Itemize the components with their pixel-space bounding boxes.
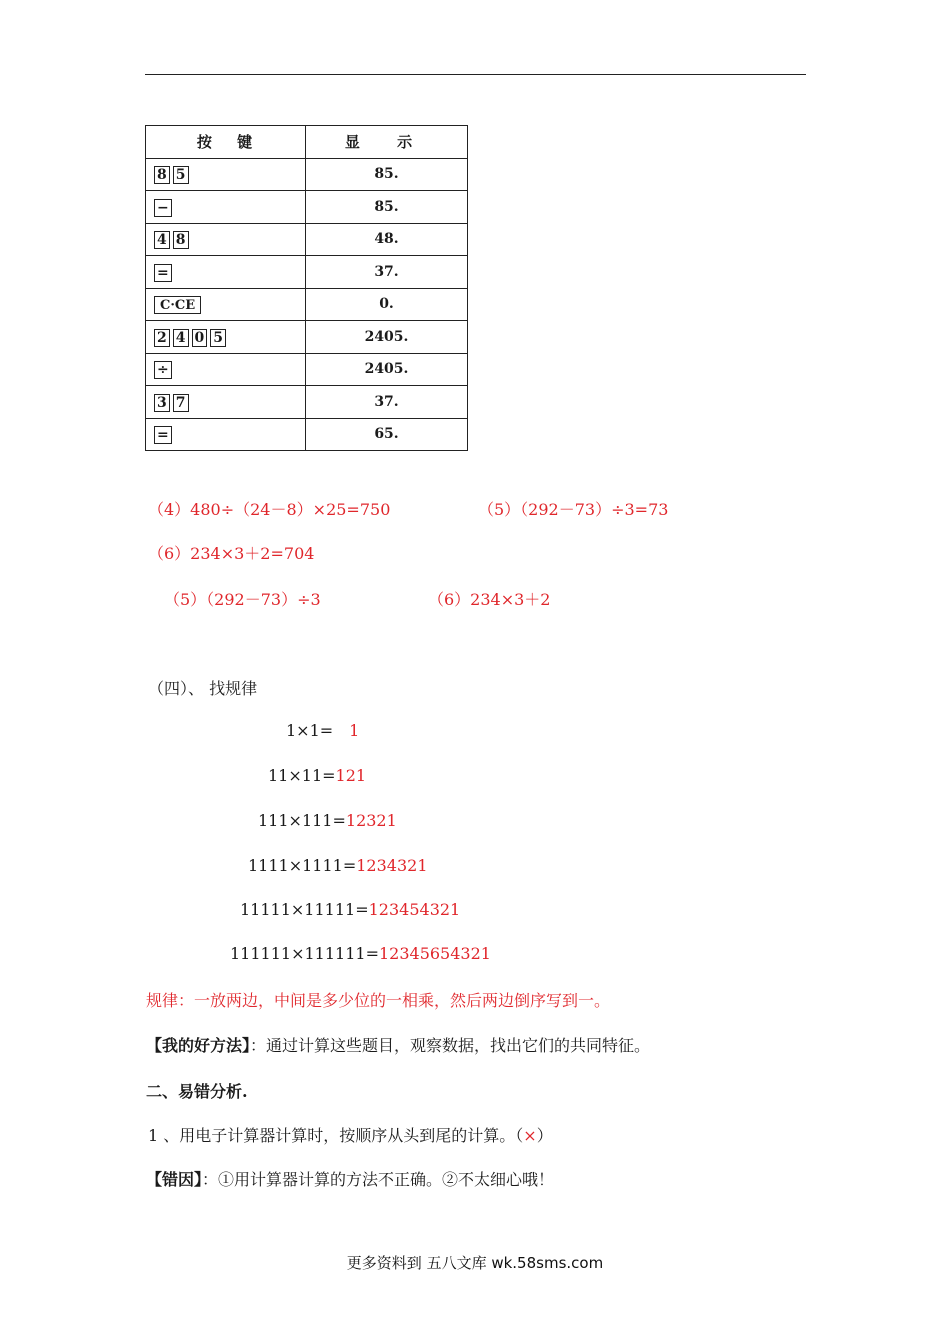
key-sequence-cell	[146, 321, 306, 354]
display-cell: 48.	[306, 223, 468, 256]
calculator-key: 2	[154, 329, 170, 347]
calculator-key: 4	[154, 231, 170, 249]
section-4-title: （四）、 找规律	[148, 679, 258, 698]
answer-4: （4）480÷（24－8）×25=750	[148, 500, 391, 519]
key-sequence-cell	[146, 158, 306, 191]
footer-text: 更多资料到 五八文库 wk.58sms.com	[346, 1254, 604, 1272]
answer-6: （6）234×3＋2=704	[148, 544, 315, 563]
calculator-key: 0	[192, 329, 208, 347]
display-cell: 85.	[306, 158, 468, 191]
error-cause	[146, 1167, 554, 1190]
table-row	[146, 223, 468, 256]
calculator-key: 5	[210, 329, 226, 347]
wrong-mark: ×	[523, 1126, 537, 1145]
error-item-text: 1 、用电子计算器计算时，按顺序从头到尾的计算。（	[148, 1126, 524, 1145]
pattern-result: 12345654321	[378, 944, 491, 963]
header-display: 显 示	[306, 126, 468, 159]
key-sequence-cell	[146, 191, 306, 224]
calculator-key: 4	[173, 329, 189, 347]
pattern-expr: 111×111=	[258, 811, 346, 830]
error-item-1	[148, 1123, 553, 1146]
section-2-title: 二、易错分析.	[146, 1082, 248, 1101]
pattern-row	[268, 766, 366, 785]
key-sequence-cell	[146, 353, 306, 386]
pattern-expr: 1×1=	[286, 721, 334, 740]
pattern-result: 12321	[345, 811, 397, 830]
pattern-row	[248, 856, 428, 875]
calculator-key: 8	[173, 231, 189, 249]
display-cell: 2405.	[306, 353, 468, 386]
key-sequence-cell	[146, 223, 306, 256]
display-cell: 0.	[306, 288, 468, 321]
pattern-expr: 111111×111111=	[230, 944, 379, 963]
calculator-key: 5	[173, 166, 189, 184]
calculator-key: =	[154, 426, 172, 444]
table-row	[146, 386, 468, 419]
method-line	[146, 1033, 650, 1056]
pattern-row	[258, 811, 397, 830]
table-row	[146, 158, 468, 191]
answer-5: （5）（292－73）÷3=73	[478, 500, 669, 519]
method-text: ：通过计算这些题目，观察数据，找出它们的共同特征。	[250, 1036, 651, 1055]
table-row	[146, 418, 468, 451]
cause-text: ：①用计算器计算的方法不正确。②不太细心哦！	[202, 1170, 555, 1189]
pattern-rule: 规律：一放两边，中间是多少位的一相乘，然后两边倒序写到一。	[146, 991, 611, 1010]
table-row	[146, 288, 468, 321]
calculator-key: 8	[154, 166, 170, 184]
pattern-result: 1	[349, 721, 360, 740]
calculator-key: 7	[173, 394, 189, 412]
table-row	[146, 191, 468, 224]
method-label: 【我的好方法】	[146, 1036, 251, 1055]
pattern-result: 123454321	[368, 900, 461, 919]
pattern-result: 121	[335, 766, 367, 785]
error-item-close: ）	[536, 1126, 553, 1145]
display-cell: 2405.	[306, 321, 468, 354]
calculator-key: 3	[154, 394, 170, 412]
cause-label: 【错因】	[146, 1170, 203, 1189]
display-cell: 37.	[306, 256, 468, 289]
pattern-expr: 11×11=	[268, 766, 336, 785]
pattern-row	[240, 900, 460, 919]
calculator-key: C·CE	[154, 296, 201, 314]
header-keys: 按 键	[146, 126, 306, 159]
table-header-row	[146, 126, 468, 159]
pattern-expr: 1111×1111=	[248, 856, 357, 875]
display-cell: 37.	[306, 386, 468, 419]
calculator-key: −	[154, 199, 172, 217]
header-rule	[145, 74, 806, 75]
display-cell: 65.	[306, 418, 468, 451]
question-5: （5）（292－73）÷3	[164, 590, 321, 609]
pattern-row	[230, 944, 491, 963]
key-sequence-cell	[146, 288, 306, 321]
calculator-key: =	[154, 264, 172, 282]
pattern-row	[286, 721, 359, 740]
question-6: （6）234×3＋2	[428, 590, 551, 609]
table-row	[146, 321, 468, 354]
table-row	[146, 353, 468, 386]
key-sequence-cell	[146, 386, 306, 419]
key-sequence-cell	[146, 256, 306, 289]
key-sequence-cell	[146, 418, 306, 451]
calculator-table	[145, 125, 468, 451]
display-cell: 85.	[306, 191, 468, 224]
pattern-result: 1234321	[356, 856, 428, 875]
calculator-key: ÷	[154, 361, 172, 379]
table-row	[146, 256, 468, 289]
pattern-expr: 11111×11111=	[240, 900, 369, 919]
